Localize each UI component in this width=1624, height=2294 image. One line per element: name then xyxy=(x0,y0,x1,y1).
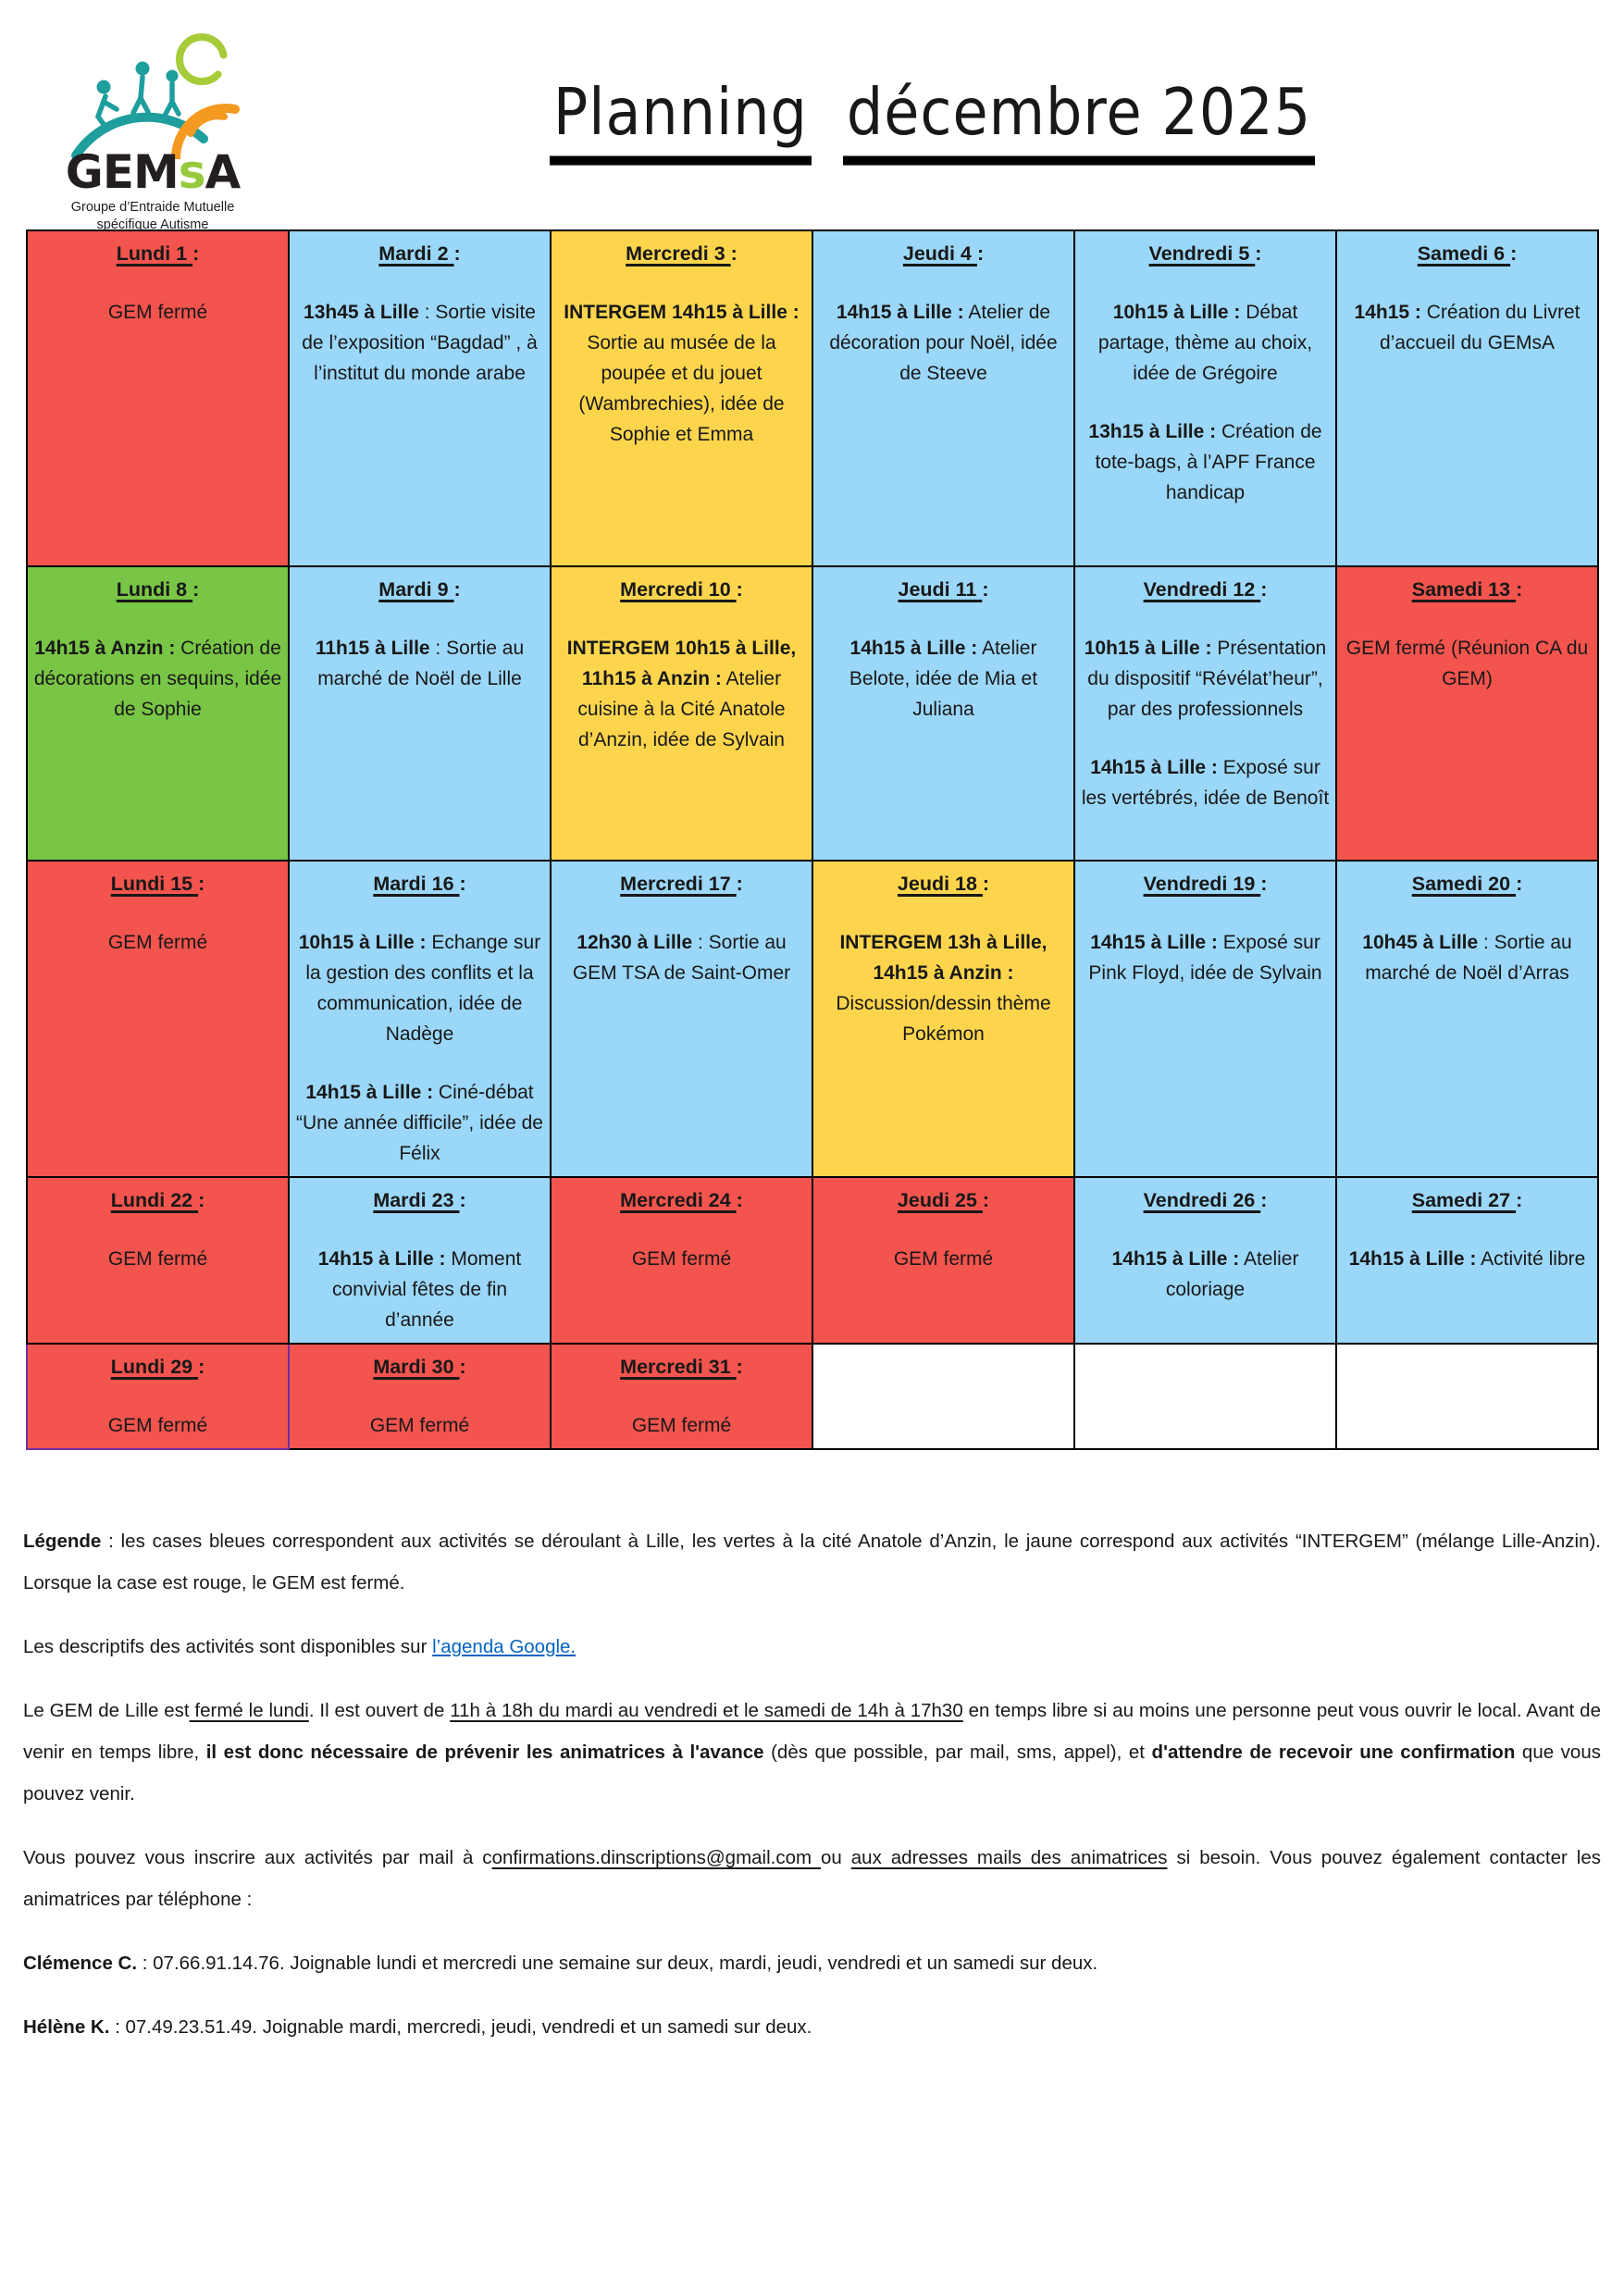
note-paragraph xyxy=(23,1520,1601,1604)
text-run: d'attendre de recevoir une confirmation xyxy=(1151,1742,1516,1763)
text-run: Le GEM de Lille est xyxy=(23,1700,190,1721)
note-paragraph xyxy=(23,1690,1601,1815)
calendar-cell-vendredi-19 xyxy=(1074,861,1336,1177)
day-header: Mardi 9 : xyxy=(378,578,461,601)
text-run: Clémence C. xyxy=(23,1953,138,1974)
calendar-cell-mercredi-24 xyxy=(551,1177,812,1344)
day-header: Mercredi 17 : xyxy=(620,873,743,895)
activity-text xyxy=(295,927,544,1049)
day-header: Mardi 23 : xyxy=(373,1189,466,1211)
day-header: Jeudi 25 : xyxy=(897,1189,990,1211)
note-paragraph xyxy=(23,1942,1601,1984)
logo-subtitle-line1: Groupe d’Entraide Mutuelle xyxy=(70,200,235,215)
text-run: Présentation du dispositif “Révélat’heur”, par des professionnels xyxy=(1087,638,1327,720)
text-run: Création de tote-bags, à l’APF France handicap xyxy=(1095,421,1322,503)
activity-text xyxy=(295,1244,544,1335)
text-run: Ciné-débat “Une année difficile”, idée de Félix xyxy=(296,1082,543,1164)
activity-text xyxy=(33,1244,282,1274)
text-run: 14h15 à Anzin : xyxy=(34,638,176,659)
text-run: GEM fermé xyxy=(107,1415,208,1436)
activity-text xyxy=(819,927,1068,1049)
brand-s: s xyxy=(178,145,205,199)
calendar-cell-mardi-30 xyxy=(289,1344,551,1449)
calendar-week-row xyxy=(27,1177,1598,1344)
text-run: INTERGEM 13h à Lille, 14h15 à Anzin : xyxy=(839,932,1048,984)
calendar-cell-lundi-15 xyxy=(27,861,289,1177)
calendar-week-row xyxy=(27,566,1598,861)
day-header: Samedi 20 : xyxy=(1411,873,1523,895)
calendar-cell-mardi-16 xyxy=(289,861,551,1177)
text-run: : Sortie au GEM TSA de Saint-Omer xyxy=(572,932,791,984)
legend-notes xyxy=(23,1520,1601,2048)
calendar-week-row xyxy=(27,230,1598,566)
day-header: Jeudi 18 : xyxy=(897,873,990,895)
text-run: 14h15 : xyxy=(1354,302,1421,323)
page-title xyxy=(550,74,1315,150)
activity-text xyxy=(819,1244,1068,1274)
text-run: Vous pouvez vous inscrire aux activités par mail à c xyxy=(23,1847,492,1868)
activity-text xyxy=(557,1410,806,1441)
day-header: Mercredi 10 : xyxy=(620,578,743,601)
text-run: : 07.49.23.51.49. Joignable mardi, mercredi, jeudi, vendredi et un samedi sur deux. xyxy=(109,2016,812,2038)
calendar-cell-lundi-1 xyxy=(27,230,289,566)
activity-text xyxy=(295,297,544,389)
activity-text xyxy=(819,633,1068,725)
day-header: Vendredi 26 : xyxy=(1143,1189,1268,1211)
calendar-cell-mardi-9 xyxy=(289,566,551,861)
calendar-cell-jeudi-11 xyxy=(812,566,1074,861)
green-ring-icon xyxy=(180,37,224,81)
text-run: Hélène K. xyxy=(23,2016,110,2038)
text-run: INTERGEM 10h15 à Lille, 11h15 à Anzin : xyxy=(566,638,797,689)
activity-text xyxy=(295,1410,544,1441)
calendar-cell-mercredi-31 xyxy=(551,1344,812,1449)
text-run: Création de décorations en sequins, idée de Sophie xyxy=(33,638,282,720)
text-run: Débat partage, thème au choix, idée de Grégoire xyxy=(1097,302,1313,384)
text-run: GEM fermé xyxy=(107,932,208,953)
day-header: Lundi 8 : xyxy=(116,578,200,601)
day-header: Mercredi 24 : xyxy=(620,1189,743,1211)
title-segment: décembre 2025 xyxy=(843,74,1315,166)
text-run: aux adresses mails des animatrices xyxy=(850,1847,1168,1868)
activity-text xyxy=(33,297,282,328)
agenda-google-link[interactable]: l’agenda Google. xyxy=(432,1636,576,1657)
day-header: Mercredi 31 : xyxy=(620,1356,743,1378)
text-run: GEM fermé xyxy=(631,1248,732,1270)
text-run: (dès que possible, par mail, sms, appel), et xyxy=(763,1742,1152,1763)
activity-text xyxy=(1081,633,1330,725)
text-run: 11h à 18h du mardi au vendredi et le samedi de 14h à 17h30 xyxy=(450,1700,963,1721)
calendar-cell-lundi-8 xyxy=(27,566,289,861)
gemsa-logo xyxy=(37,31,268,234)
text-run: 14h15 à Lille : xyxy=(849,638,978,659)
day-header: Jeudi 4 : xyxy=(902,242,985,265)
calendar-week-row xyxy=(27,1344,1598,1449)
day-header: Samedi 27 : xyxy=(1411,1189,1523,1211)
calendar-cell-samedi-6 xyxy=(1336,230,1598,566)
logo-subtitle xyxy=(37,199,268,234)
text-run: : Sortie au marché de Noël d’Arras xyxy=(1365,932,1572,984)
activity-text xyxy=(1081,416,1330,508)
text-run: 13h45 à Lille xyxy=(304,302,419,323)
activity-text xyxy=(33,633,282,725)
text-run: 11h15 à Lille xyxy=(315,638,430,659)
text-run: : 07.66.91.14.76. Joignable lundi et mercredi une semaine sur deux, mardi, jeudi, vendredi et un samedi sur deux. xyxy=(137,1953,1098,1974)
calendar-cell-mercredi-3 xyxy=(551,230,812,566)
text-run: : les cases bleues correspondent aux activités se déroulant à Lille, les vertes à la cité Anatole d’Anzin, le jaune correspond aux activités “INTERGEM” (mélange Lille-Anzin). Lorsque la case est rouge, le GEM est fermé. xyxy=(23,1531,1601,1593)
calendar-cell-mardi-23 xyxy=(289,1177,551,1344)
text-run: fermé le lundi xyxy=(189,1700,309,1721)
activity-text xyxy=(819,297,1068,389)
text-run: GEM fermé xyxy=(893,1248,994,1270)
calendar-cell-vendredi-26 xyxy=(1074,1177,1336,1344)
activity-text xyxy=(1081,1244,1330,1305)
text-run: 14h15 à Lille : xyxy=(1111,1248,1240,1270)
activity-text xyxy=(557,633,806,755)
activity-text xyxy=(1081,927,1330,988)
text-run: Atelier cuisine à la Cité Anatole d’Anzin, idée de Sylvain xyxy=(577,668,786,750)
calendar-cell-mercredi-10 xyxy=(551,566,812,861)
title-segment: Planning xyxy=(550,74,812,166)
text-run: il est donc nécessaire de prévenir les animatrices à l'avance xyxy=(205,1742,764,1763)
calendar-cell-vendredi-5 xyxy=(1074,230,1336,566)
activity-text xyxy=(33,1410,282,1441)
text-run: 10h15 à Lille : xyxy=(298,932,427,953)
text-run: Atelier Belote, idée de Mia et Juliana xyxy=(849,638,1038,720)
text-run: Les descriptifs des activités sont disponibles sur xyxy=(23,1636,433,1657)
day-header: Lundi 29 : xyxy=(110,1356,205,1378)
text-run: 10h45 à Lille xyxy=(1362,932,1479,953)
header xyxy=(0,0,1624,232)
activity-text xyxy=(295,1077,544,1169)
activity-text xyxy=(1081,297,1330,389)
note-paragraph xyxy=(23,2006,1601,2048)
text-run: 10h15 à Lille : xyxy=(1084,638,1212,659)
text-run: 14h15 à Lille : xyxy=(305,1082,434,1103)
day-header: Lundi 22 : xyxy=(110,1189,205,1211)
day-header: Mardi 30 : xyxy=(373,1356,466,1378)
text-run: 10h15 à Lille : xyxy=(1112,302,1241,323)
logo-subtitle-line2: spécifique Autisme xyxy=(96,217,209,232)
day-header: Jeudi 11 : xyxy=(898,578,989,601)
text-run: Atelier de décoration pour Noël, idée de Steeve xyxy=(829,302,1058,384)
calendar-cell-jeudi-4 xyxy=(812,230,1074,566)
text-run: . Il est ouvert de xyxy=(308,1700,451,1721)
activity-text xyxy=(1343,927,1592,988)
activity-text xyxy=(1081,752,1330,813)
activity-text xyxy=(557,1244,806,1274)
note-paragraph xyxy=(23,1837,1601,1920)
day-header: Mardi 2 : xyxy=(378,242,461,265)
calendar-cell-samedi-27 xyxy=(1336,1177,1598,1344)
day-header: Lundi 1 : xyxy=(116,242,200,265)
brand-text xyxy=(37,145,268,199)
activity-text xyxy=(557,297,806,450)
text-run: 14h15 à Lille : xyxy=(1090,757,1218,778)
calendar-cell-mercredi-17 xyxy=(551,861,812,1177)
note-paragraph xyxy=(23,1626,1601,1668)
text-run: 13h15 à Lille : xyxy=(1088,421,1217,442)
text-run: : Sortie visite de l’exposition “Bagdad” , à l’institut du monde arabe xyxy=(302,302,538,384)
brand-gem: GEM xyxy=(65,145,179,199)
day-header: Lundi 15 : xyxy=(110,873,205,895)
day-header: Vendredi 5 : xyxy=(1148,242,1262,265)
text-run: Exposé sur Pink Floyd, idée de Sylvain xyxy=(1088,932,1322,984)
activity-text xyxy=(295,633,544,694)
text-run: 14h15 à Lille : xyxy=(836,302,964,323)
activity-text xyxy=(557,927,806,988)
day-header: Mercredi 3 : xyxy=(626,242,738,265)
day-header: Vendredi 19 : xyxy=(1143,873,1268,895)
text-run: Activité libre xyxy=(1476,1248,1586,1270)
day-header: Vendredi 12 : xyxy=(1143,578,1268,601)
text-run: Légende xyxy=(23,1531,102,1552)
title-wrap xyxy=(268,31,1596,150)
gemsa-logo-graphic xyxy=(65,31,241,159)
day-header: Samedi 13 : xyxy=(1411,578,1523,601)
text-run: GEM fermé xyxy=(369,1415,470,1436)
text-run: 14h15 à Lille : xyxy=(317,1248,446,1270)
text-run: Echange sur la gestion des conflits et la communication, idée de Nadège xyxy=(305,932,541,1045)
calendar-cell-lundi-29 xyxy=(27,1344,289,1449)
brand-a: A xyxy=(205,145,241,199)
text-run: 12h30 à Lille xyxy=(576,932,693,953)
calendar-cell-empty xyxy=(1074,1344,1336,1449)
text-run: : Sortie au marché de Noël de Lille xyxy=(317,638,525,689)
calendar-table xyxy=(26,229,1599,1450)
text-run: 14h15 à Lille : xyxy=(1090,932,1218,953)
text-run: GEM fermé (Réunion CA du GEM) xyxy=(1345,638,1589,689)
calendar-week-row xyxy=(27,861,1598,1177)
text-run: Exposé sur les vertébrés, idée de Benoît xyxy=(1081,757,1330,809)
calendar-cell-empty xyxy=(1336,1344,1598,1449)
text-run: GEM fermé xyxy=(107,1248,208,1270)
text-run: Atelier coloriage xyxy=(1165,1248,1299,1300)
day-header: Mardi 16 : xyxy=(373,873,466,895)
text-run: Discussion/dessin thème Pokémon xyxy=(836,993,1051,1045)
email-address: onfirmations.dinscriptions@gmail.com xyxy=(491,1847,822,1868)
calendar-cell-vendredi-12 xyxy=(1074,566,1336,861)
calendar-cell-mardi-2 xyxy=(289,230,551,566)
calendar-cell-samedi-20 xyxy=(1336,861,1598,1177)
text-run: si besoin. Vous pouvez également contacter les animatrices par téléphone : xyxy=(23,1847,1602,1910)
text-run: ou xyxy=(821,1847,851,1868)
text-run: GEM fermé xyxy=(107,302,208,323)
calendar-cell-samedi-13 xyxy=(1336,566,1598,861)
text-run: que vous pouvez venir. xyxy=(23,1742,1601,1804)
text-run: 14h15 à Lille : xyxy=(1348,1248,1477,1270)
calendar-cell-empty xyxy=(812,1344,1074,1449)
activity-text xyxy=(33,927,282,958)
text-run: Création du Livret d’accueil du GEMsA xyxy=(1379,302,1581,353)
text-run: en temps libre si au moins une personne peut vous ouvrir le local. Avant de venir en temps libre, xyxy=(23,1700,1601,1763)
text-run: Sortie au musée de la poupée et du jouet (Wambrechies), idée de Sophie et Emma xyxy=(578,332,785,445)
activity-text xyxy=(1343,297,1592,358)
calendar-cell-lundi-22 xyxy=(27,1177,289,1344)
day-header: Samedi 6 : xyxy=(1417,242,1518,265)
text-run: GEM fermé xyxy=(631,1415,732,1436)
text-run: INTERGEM 14h15 à Lille : xyxy=(564,302,800,323)
calendar-cell-jeudi-25 xyxy=(812,1177,1074,1344)
calendar-cell-jeudi-18 xyxy=(812,861,1074,1177)
text-run: Moment convivial fêtes de fin d’année xyxy=(331,1248,522,1331)
activity-text xyxy=(1343,633,1592,694)
activity-text xyxy=(1343,1244,1592,1274)
